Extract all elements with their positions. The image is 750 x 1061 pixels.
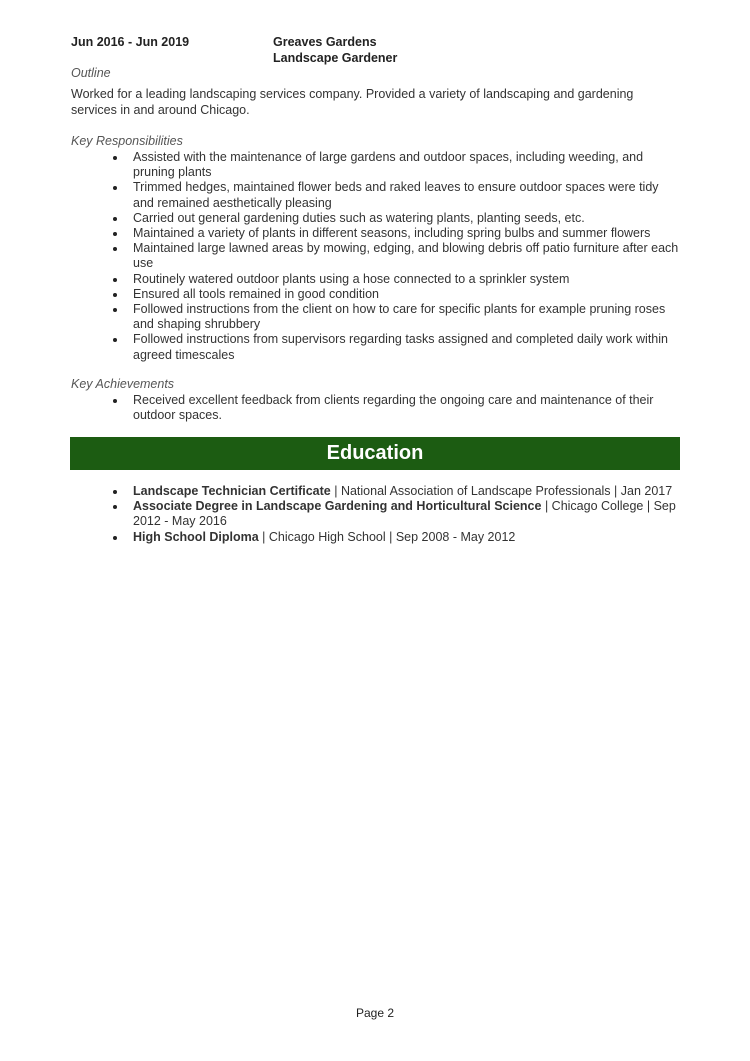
outline-text: Worked for a leading landscaping services company. Provided a variety of landscaping and gardening services in and around Chicago.	[71, 87, 634, 117]
list-item: Followed instructions from the client on how to care for specific plants for example pruning roses and shaping shrubbery	[133, 302, 681, 332]
education-item	[133, 484, 681, 499]
job-org	[273, 35, 397, 66]
job-dates: Jun 2016 - Jun 2019	[71, 35, 190, 49]
list-item: Ensured all tools remained in good condition	[133, 287, 681, 302]
education-details: | Chicago High School | Sep 2008 - May 2012	[258, 529, 516, 544]
page-number: Page 2	[355, 1006, 395, 1020]
responsibilities-list	[133, 150, 681, 363]
education-title: Associate Degree in Landscape Gardening and Horticultural Science	[133, 499, 542, 514]
list-item: Trimmed hedges, maintained flower beds and raked leaves to ensure outdoor spaces were tidy and remained aesthetically pleasing	[133, 180, 681, 210]
education-list	[133, 484, 681, 545]
achievements-heading: Key Achievements	[71, 377, 175, 391]
list-item: Routinely watered outdoor plants using a hose connected to a sprinkler system	[133, 272, 681, 287]
job-header	[71, 35, 681, 67]
job-title: Landscape Gardener	[273, 50, 398, 65]
education-details: | Chicago College | Sep 2012 - May 2016	[133, 499, 676, 529]
list-item: Received excellent feedback from clients regarding the ongoing care and maintenance of their outdoor spaces.	[133, 393, 681, 423]
outline-heading: Outline	[71, 66, 111, 80]
list-item: Assisted with the maintenance of large gardens and outdoor spaces, including weeding, and pruning plants	[133, 150, 681, 180]
education-title: High School Diploma	[133, 529, 259, 544]
employer-name: Greaves Gardens	[273, 35, 377, 49]
list-item: Followed instructions from supervisors regarding tasks assigned and completed daily work within agreed timescales	[133, 332, 681, 362]
list-item: Maintained a variety of plants in different seasons, including spring bulbs and summer flowers	[133, 226, 681, 241]
education-details: | National Association of Landscape Professionals | Jan 2017	[330, 484, 673, 498]
education-item	[133, 499, 681, 529]
responsibilities-heading: Key Responsibilities	[71, 134, 183, 148]
education-item	[133, 530, 681, 545]
education-section-header: Education	[70, 437, 680, 470]
list-item: Maintained large lawned areas by mowing, edging, and blowing debris off patio furniture after each use	[133, 241, 681, 271]
achievements-list	[133, 393, 681, 423]
list-item: Carried out general gardening duties such as watering plants, planting seeds, etc.	[133, 211, 681, 226]
education-title: Landscape Technician Certificate	[133, 484, 331, 498]
